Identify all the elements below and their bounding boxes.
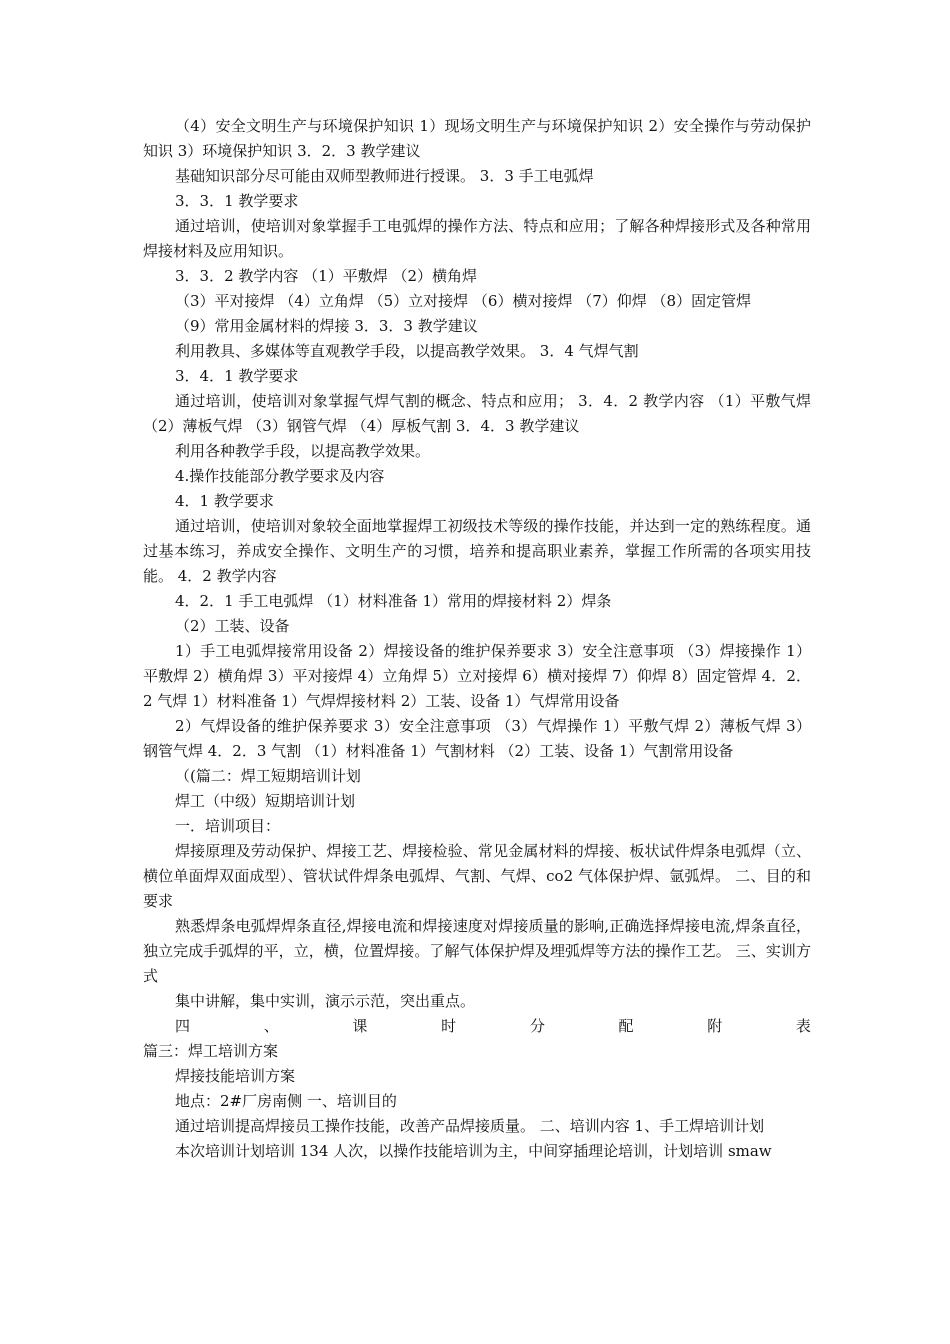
document-title: 焊接技能培训方案 (175, 1067, 296, 1085)
paragraph: 利用各种教学手段，以提高教学效果。 (175, 442, 431, 460)
paragraph: （2）工装、设备 (175, 617, 290, 635)
paragraph: （3）平对接焊 （4）立角焊 （5）立对接焊 （6）横对接焊 （7）仰焊 （8）固定管焊 (175, 292, 752, 310)
section-heading: 篇三：焊工培训方案 (143, 1042, 279, 1060)
section-heading: （(篇二：焊工短期培训计划 (175, 767, 361, 785)
paragraph: 4．1 教学要求 (175, 492, 274, 510)
paragraph: 通过培训，使培训对象较全面地掌握焊工初级技术等级的操作技能，并达到一定的熟练程度。通过基本练习，养成安全操作、文明生产的习惯，培养和提高职业素养，掌握工作所需的各项实用技能。 4．2 教学内容 (143, 517, 811, 585)
section-heading: 4.操作技能部分教学要求及内容 (175, 467, 385, 485)
paragraph: 3．3．2 教学内容 （1）平敷焊 （2）横角焊 (175, 267, 478, 285)
paragraph: 基础知识部分尽可能由双师型教师进行授课。 3．3 手工电弧焊 (175, 167, 594, 185)
paragraph: （4）安全文明生产与环境保护知识 1）现场文明生产与环境保护知识 2）安全操作与劳动保护知识 3）环境保护知识 3．2．3 教学建议 (143, 117, 811, 160)
paragraph: 一．培训项目： (175, 817, 281, 835)
paragraph: 地点：2#厂房南侧 一、培训目的 (175, 1092, 397, 1110)
paragraph: 通过培训提高焊接员工操作技能，改善产品焊接质量。 二、培训内容 1、手工焊培训计划 (175, 1117, 765, 1135)
spread-char: 表 (795, 1017, 811, 1035)
paragraph: 1）手工电弧焊接常用设备 2）焊接设备的维护保养要求 3）安全注意事项 （3）焊接操作 1）平敷焊 2）横角焊 3）平对接焊 4）立角焊 5）立对接焊 6）横对接焊 7）仰焊 8）固定管焊 4．2．2 气焊 1）材料准备 1）气焊焊接材料 2）工装、设备 1）气焊常用设备 (143, 642, 811, 710)
paragraph: （9）常用金属材料的焊接 3．3．3 教学建议 (175, 317, 478, 335)
spread-line (143, 1014, 811, 1039)
paragraph: 焊接原理及劳动保护、焊接工艺、焊接检验、常见金属材料的焊接、板状试件焊条电弧焊（立、横位单面焊双面成型）、管状试件焊条电弧焊、气割、气焊、co2 气体保护焊、氩弧焊。 二、目的和要求 (143, 842, 811, 910)
spread-char: 分 (529, 1017, 545, 1035)
paragraph: 利用教具、多媒体等直观教学手段，以提高教学效果。 3．4 气焊气割 (175, 342, 639, 360)
paragraph: 本次培训计划培训 134 人次，以操作技能培训为主，中间穿插理论培训，计划培训 smaw (175, 1142, 772, 1160)
spread-char: 配 (618, 1017, 634, 1035)
spread-char: 四 (175, 1017, 191, 1035)
paragraph: 4．2．1 手工电弧焊 （1）材料准备 1）常用的焊接材料 2）焊条 (175, 592, 612, 610)
paragraph: 2）气焊设备的维护保养要求 3）安全注意事项 （3）气焊操作 1）平敷气焊 2）薄板气焊 3）钢管气焊 4．2．3 气割 （1）材料准备 1）气割材料 （2）工装、设备 1）气割常用设备 (143, 717, 811, 760)
spread-char: 课 (352, 1017, 368, 1035)
paragraph: 通过培训，使培训对象掌握手工电弧焊的操作方法、特点和应用；了解各种焊接形式及各种常用焊接材料及应用知识。 (143, 217, 811, 260)
paragraph: 3．4．1 教学要求 (175, 367, 299, 385)
spread-char: 、 (263, 1017, 279, 1035)
paragraph: 3．3．1 教学要求 (175, 192, 299, 210)
paragraph: 集中讲解，集中实训，演示示范，突出重点。 (175, 992, 476, 1010)
spread-char: 附 (707, 1017, 723, 1035)
document-title: 焊工（中级）短期培训计划 (175, 792, 356, 810)
paragraph: 熟悉焊条电弧焊焊条直径,焊接电流和焊接速度对焊接质量的影响,正确选择焊接电流,焊条直径，独立完成手弧焊的平，立，横，位置焊接。了解气体保护焊及埋弧焊等方法的操作工艺。 三、实训方式 (143, 917, 811, 985)
paragraph: 通过培训，使培训对象掌握气焊气割的概念、特点和应用； 3．4．2 教学内容 （1）平敷气焊 （2）薄板气焊 （3）钢管气焊 （4）厚板气割 3．4．3 教学建议 (143, 392, 811, 435)
document-body (143, 114, 811, 1164)
spread-char: 时 (441, 1017, 457, 1035)
